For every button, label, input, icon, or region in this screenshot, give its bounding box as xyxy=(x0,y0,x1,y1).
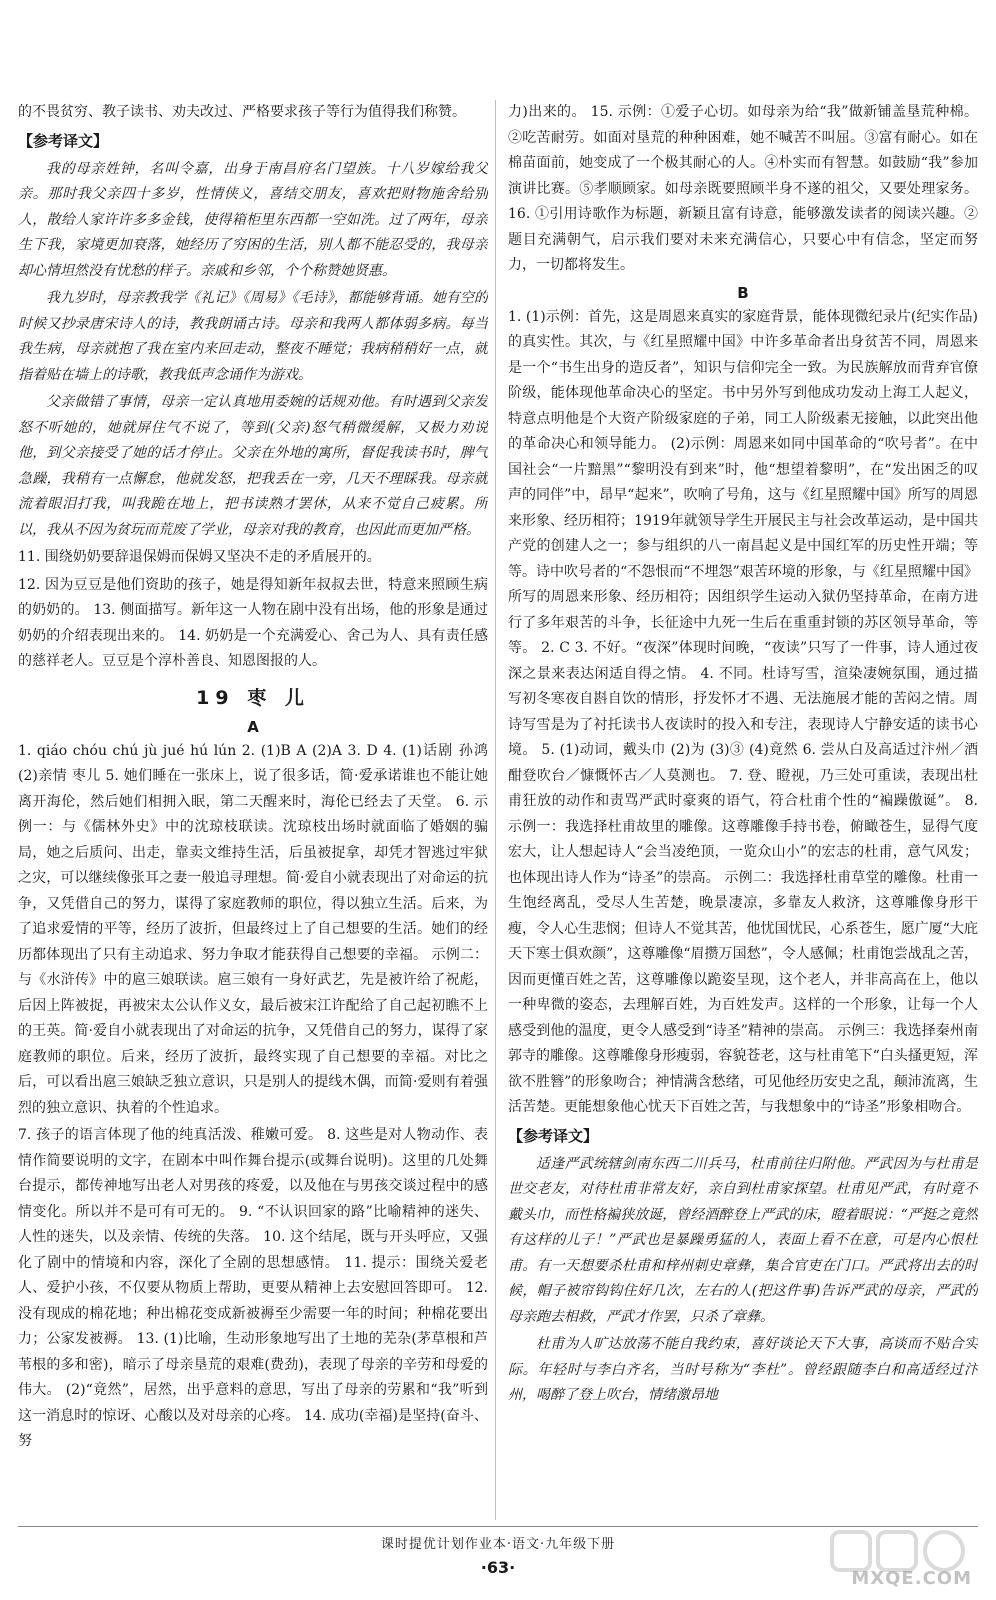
answer-paragraph: 7. 孩子的语言体现了他的纯真活泼、稚嫩可爱。 8. 这些是对人物动作、表情作简要说明的文字，在剧本中叫作舞台提示(或舞台说明)。这里的几处舞台提示，都传神地写出老人对男孩的疼爱，以及他在与男孩交谈过程中的感情变化。所以并不是可有可无的。 9. “不认识回家的路”比喻精神的迷失、人性的迷失，以及亲情、传统的失落。 10. 这个结尾，既与开头呼应，又强化了剧中的情境和内容，深化了全剧的思想感情。 11. 提示：围绕关爱老人、爱护小孩，不仅要从物质上帮助，更要从精神上去安慰回答即可。 12. 没有现成的棉花地；种出棉花变成新被褥至少需要一年的时间；种棉花要出力；公家发被褥。 13. (1)比喻，生动形象地写出了土地的芜杂(茅草根和芦苇根的多和密)，暗示了母亲垦荒的艰难(费劲)，表现了母亲的辛劳和母爱的伟大。 (2)“竟然”，居然，出乎意料的意思，写出了母亲的劳累和“我”听到这一消息时的惊讶、心酸以及对母亲的心疼。 14. 成功(幸福)是坚持(奋斗、努 xyxy=(18,1127,488,1449)
left-column xyxy=(18,100,488,1520)
reference-translation-heading: 【参考译文】 xyxy=(508,1126,599,1145)
translation-paragraph: 杜甫为人旷达放荡不能自我约束，喜好谈论天下大事，高谈而不贴合实际。年轻时与李白齐名，当时号称为“李杜”。曾经跟随李白和高适经过汴州，喝醉了登上吹台，情绪激昂地 xyxy=(508,1336,978,1403)
answer-paragraph: 12. 因为豆豆是他们资助的孩子，她是得知新年叔叔去世，特意来照顾生病的奶奶的。 13. 侧面描写。新年这一人物在剧中没有出场，他的形象是通过奶奶的介绍表现出来的。 14. 奶奶是一个充满爱心、舍己为人、具有责任感的慈祥老人。豆豆是个淳朴善良、知恩图报的人。 xyxy=(18,576,488,669)
answer-paragraph: 11. 围绕奶奶要辞退保姆而保姆又坚决不走的矛盾展开的。 xyxy=(18,549,381,565)
column-divider xyxy=(495,100,496,1520)
translation-paragraph: 父亲做错了事情，母亲一定认真地用委婉的话规劝他。有时遇到父亲发怒不听她的，她就屏住气不说了，等到(父亲)怒气稍微缓解，又极力劝说他，到父亲接受了她的话才停止。父亲在外地的寓所，督促我读书时，脾气急躁，我稍有一点懈怠，他就发怒，把我丢在一旁，几天不理睬我。母亲就流着眼泪打我，叫我跪在地上，把书读熟才罢休，从来不觉自己疲累。所以，我从不因为贫玩而荒废了学业，母亲对我的教育，也因此而更加严格。 xyxy=(18,394,488,538)
reference-translation-heading: 【参考译文】 xyxy=(18,131,109,150)
answer-paragraph: 1. (1)示例：首先，这是周恩来真实的家庭背景，能体现微纪录片(纪实作品)的真实性。其次，与《红星照耀中国》中许多革命者出身贫苦不同，周恩来是一个“书生出身的造反者”，知识与信仰完全一致。为民族解放而背弃官僚阶级，能体现他革命决心的坚定。书中另外写到他成功发动上海工人起义，特意点明他是个大资产阶级家庭的子弟，同工人阶级素无接触，以此突出他的革命决心和领导能力。 (2)示例：周恩来如同中国革命的“吹号者”。在中国社会“一片黯黑”“黎明没有到来”时，他“想望着黎明”，在“发出困乏的叹声的同伴”中，昂早“起来”，吹响了号角，这与《红星照耀中国》所写的周恩来形象、经历相符；1919年就领导学生开展民主与社会改革运动，是中国共产党的创建人之一；参与组织的八一南昌起义是中国红军的历史性开端；等等。诗中吹号者的“不怨恨而“不埋怨”艰苦环境的形象，与《红星照耀中国》所写的周恩来形象、经历相符；因组织学生运动入狱仍坚持革命，在南方进行了多年艰苦的斗争，长征途中九死一生后在重重封锁的苏区领导革命，等等。 2. C 3. 不好。“夜深”体现时间晚，“夜读”只写了一件事，诗人通过夜深之景来表达闲适自得之情。 4. 不同。杜诗写雪，渲染凄婉氛围，通过描写初冬寒夜自斟自饮的情形，抒发怀才不遇、无法施展才能的苦闷之情。周诗写雪是为了衬托读书人夜读时的投入和专注，表现诗人宁静安适的读书心境。 5. (1)动词，戴头巾 (2)为 (3)③ (4)竟然 6. 尝从白及高适过汴州／酒酣登吹台／慷慨怀古／人莫测也。 7. 登、瞪视，乃三处可重读，表现出杜甫狂放的动作和责骂严武时豪爽的语气，符合杜甫个性的“褊躁傲诞”。 8. 示例一：我选择杜甫故里的雕像。这尊雕像手持书卷，俯瞰苍生，显得气度宏大，让人想起诗人“会当凌绝顶，一览众山小”的宏志的杜甫，意气风发；也体现出诗人作为“诗圣”的崇高。 示例二：我选择杜甫草堂的雕像。杜甫一生饱经离乱，受尽人生苦楚，晚景凄凉，多靠友人救济，这尊雕像身形干瘦，令人心生悲悯；但诗人不觉其苦，他忧国忧民，心系苍生，愿广厦“大庇天下寒士俱欢颜”，这尊雕像“眉攒万国愁”，令人感佩；杜甫饱尝战乱之苦，因而更懂百姓之苦，这尊雕像以跪姿呈现，这个老人，并非高高在上，他以一种卑微的姿态，去理解百姓，为百姓发声。这样的一个形象，让每一个人感受到他的温度，更令人感受到“诗圣”精神的崇高。 示例三：我选择秦州南郭寺的雕像。这尊雕像身形瘦弱，容貌苍老，这与杜甫笔下“白头搔更短，浑欲不胜簪”的形象吻合；神情满含愁绪，可见他经历安史之乱，颠沛流离，生活苦楚。更能想象他心忧天下百姓之苦，与我想象中的“诗圣”形象相吻合。 xyxy=(508,308,978,1115)
section-label-b: B xyxy=(737,283,749,302)
translation-paragraph: 我九岁时，母亲教我学《礼记》《周易》《毛诗》，都能够背诵。她有空的时候又抄录唐宋诗人的诗，教我朗诵古诗。母亲和我两人都体弱多病。每当我生病，母亲就抱了我在室内来回走动，整夜不睡觉；我病稍稍好一点，就指着贴在墙上的诗歌，教我低声念诵作为游戏。 xyxy=(18,290,488,383)
page-number: ·63· xyxy=(480,1558,516,1577)
right-column xyxy=(508,100,978,1520)
answer-paragraph: 1. qiáo chóu chú jù jué hú lún 2. (1)B A (2)A 3. D 4. (1)话剧 孙鸿 (2)亲情 枣儿 5. 她们睡在一张床上，说了很多话，简·爱承诺谁也不能让她离开海伦，然后她们相拥入眠，第二天醒来时，海伦已经去了天堂。 6. 示例一：与《儒林外史》中的沈琼枝联读。沈琼枝出场时就面临了婚姻的骗局，她之后质问、出走，靠卖文维持生活，后虽被捉拿，却凭才智逃过牢狱之灾，可以继续像张耳之妻一般追寻理想。简·爱自小就表现出了对命运的抗争，又凭借自己的努力，谋得了家庭教师的职位，得以独立生活。后来，为了追求爱情的平等，经历了波折，但最终过上了自己想要的生活。她们的经历都体现出了只有主动追求、努力争取才能获得自己想要的幸福。 示例二：与《水浒传》中的扈三娘联读。扈三娘有一身好武艺，先是被许给了祝彪，后因上阵被捉，再被宋太公认作义女，最后被宋江许配给了自己起初瞧不上的王英。简·爱自小就表现出了对命运的抗争，又凭借自己的努力，谋得了家庭教师的职位。后来，经历了波折，最终实现了自己想要的幸福。对比之后，可以看出扈三娘缺乏独立意识，只是别人的提线木偶，而简·爱则有着强烈的独立意识、执着的个性追求。 xyxy=(18,742,488,1116)
footer-book-title: 课时提优计划作业本·语文·九年级下册 xyxy=(380,1537,616,1552)
answer-paragraph: 的不畏贫穷、教子读书、劝夫改过、严格要求孩子等行为值得我们称赞。 xyxy=(18,104,466,120)
section-label-a: A xyxy=(247,717,259,736)
lesson-title: 19 枣 儿 xyxy=(196,686,310,709)
translation-paragraph: 适逢严武统辖剑南东西二川兵马，杜甫前往归附他。严武因为与杜甫是世交老友，对待杜甫非常友好，亲自到杜甫家探望。杜甫见严武，有时竟不戴头巾，而性格褊狭放诞，曾经酒醉登上严武的床，瞪着眼说：“严挺之竟然有这样的儿子！”严武也是暴躁勇猛的人，表面上看不在意，可是内心恨杜甫。有一天想要杀杜甫和梓州刺史章彝，集合官吏在门口。严武将出去的时候，帽子被帘钩钩住好几次，左右的人(把这件事)告诉严武的母亲，严武的母亲跑去相救，严武才作罢，只杀了章彝。 xyxy=(508,1155,978,1325)
answer-paragraph: 力)出来的。 15. 示例：①爱子心切。如母亲为给“我”做新铺盖垦荒种棉。②吃苦耐劳。如面对垦荒的种种困难，她不喊苦不叫屈。③富有耐心。如在棉苗面前，她变成了一个极其耐心的人。④朴实而有智慧。如鼓励“我”参加演讲比赛。⑤孝顺顾家。如母亲既要照顾半身不遂的祖父，又要处理家务。 16. ①引用诗歌作为标题，新颖且富有诗意，能够激发读者的阅读兴趣。②题目充满朝气，启示我们要对未来充满信心，只要心中有信念，坚定而努力，一切都将发生。 xyxy=(508,104,978,273)
watermark-text: MXQE.COM xyxy=(851,1568,972,1589)
translation-paragraph: 我的母亲姓钟，名叫令嘉，出身于南昌府名门望族。十八岁嫁给我父亲。那时我父亲四十多岁，性情侠义，喜结交朋友，喜欢把财物施舍给别人，散给人家许许多多金钱，使得箱柜里东西都一空如洗。过了两年，母亲生下我，家境更加衰落，她经历了穷困的生活，别人都不能忍受的，我母亲却心情坦然没有忧愁的样子。亲戚和乡邻，个个称赞她贤惠。 xyxy=(18,160,488,279)
